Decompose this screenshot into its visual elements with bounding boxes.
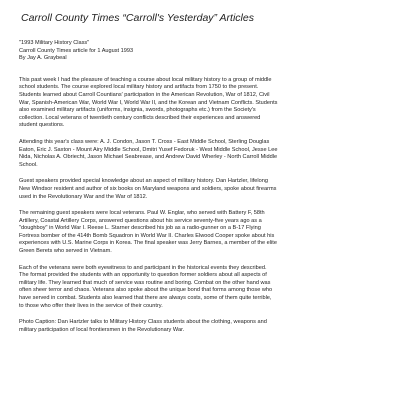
article-paragraph [19, 265, 389, 311]
paragraph-line: Photo Caption: Dan Hartzler talks to Military History Class students about the clothing, weapons and [19, 319, 267, 326]
paragraph-line: School. [19, 161, 38, 168]
article-body [15, 77, 388, 335]
paragraph-line: New Windsor resident and author of six books on Maryland weapons and soldiers, spoke about firearms [19, 185, 277, 192]
article-headline: "1993 Military History Class" [19, 40, 90, 46]
paragraph-line: Fortress bomber of the 414th Bomb Squadron in World War II. Charles Elwood Cooper spoke about his [19, 232, 275, 239]
paragraph-line: Students learned about Carroll Countians' participation in the American Revolution, War of 1812, Civil [19, 91, 270, 98]
article-paragraph [19, 178, 389, 201]
paragraph-line: to those who offer their lives in the service of their country. [19, 302, 163, 309]
paragraph-line: Each of the veterans were both eyewitness to and participant in the historical events they described. [19, 264, 267, 271]
page-title: Carroll County Times “Carroll's Yesterday” Articles [21, 12, 254, 24]
paragraph-line: Nida, Nicholas A. Obriecht, Jason Michael Seabrease, and Andrew David Wherley - North Carroll Middle [19, 154, 278, 161]
article-byline: By Jay A. Graybeal [19, 55, 67, 62]
paragraph-line: Attending this year's class were: A. J. Condon, Jason T. Cross - East Middle School, Sterling Douglas [19, 138, 270, 145]
paragraph-line: Guest speakers provided special knowledge about an aspect of military history. Dan Hartzler, lifelong [19, 178, 268, 185]
paragraph-line: military life. They learned that much of service was routine and boring. Combat on the other hand was [19, 279, 271, 286]
paragraph-line: Artillery, Coastal Artillery Corps, answered questions about his service seventy-five years ago as a [19, 217, 262, 224]
article-paragraph [19, 210, 389, 256]
paragraph-line: military participation of local frontiersmen in the Revolutionary War. [19, 326, 185, 333]
paragraph-line: collection. Local veterans of twentieth century conflicts described their experiences and answered [19, 114, 261, 121]
article-paragraph [19, 139, 389, 169]
article-header [19, 40, 388, 63]
paragraph-line: school students. The course explored local military history and artifacts from 1750 to the present. [19, 84, 259, 91]
article-source: Carroll County Times article for 1 August 1993 [19, 47, 134, 54]
paragraph-line: "doughboy" in World War I. Reese L. Starner described his job as a radio-gunner on a B-17 Flying [19, 225, 261, 232]
paragraph-line: This past week I had the pleasure of teaching a course about local military history to a group of middle [19, 76, 272, 83]
paragraph-line: The remaining guest speakers were local veterans. Paul W. Englar, who served with Battery F, 58th [19, 210, 265, 217]
paragraph-line: often sheer terror and chaos. Veterans also spoke about the unique bond that forms among those who [19, 287, 273, 294]
paragraph-line: have served in combat. Students also learned that there are always costs, some of them quite terrible, [19, 295, 272, 302]
paragraph-line: experiences with U.S. Marine Corps in Korea. The final speaker was Jerry Barnes, a member of the elite [19, 240, 277, 247]
paragraph-line: student questions. [19, 122, 65, 129]
paragraph-line: also examined military artifacts (uniforms, insignia, swords, photographs etc.) from the Society's [19, 107, 256, 114]
paragraph-line: used in the Revolutionary War and the War of 1812. [19, 193, 148, 200]
paragraph-line: Green Berets who served in Vietnam. [19, 248, 112, 255]
paragraph-line: Eaton, Eric J. Saxton - Mount Airy Middle School, Dmitri Yusef Fedoruk - West Middle School, Jesse Lee [19, 146, 278, 153]
paragraph-line: War, Spanish-American War, World War I, World War II, and the Korean and Vietnam Conflicts. Students [19, 99, 278, 106]
article-paragraph [19, 77, 389, 130]
paragraph-line: The format provided the students with an opportunity to question former soldiers about all aspects of [19, 272, 267, 279]
article-paragraph [19, 319, 389, 334]
